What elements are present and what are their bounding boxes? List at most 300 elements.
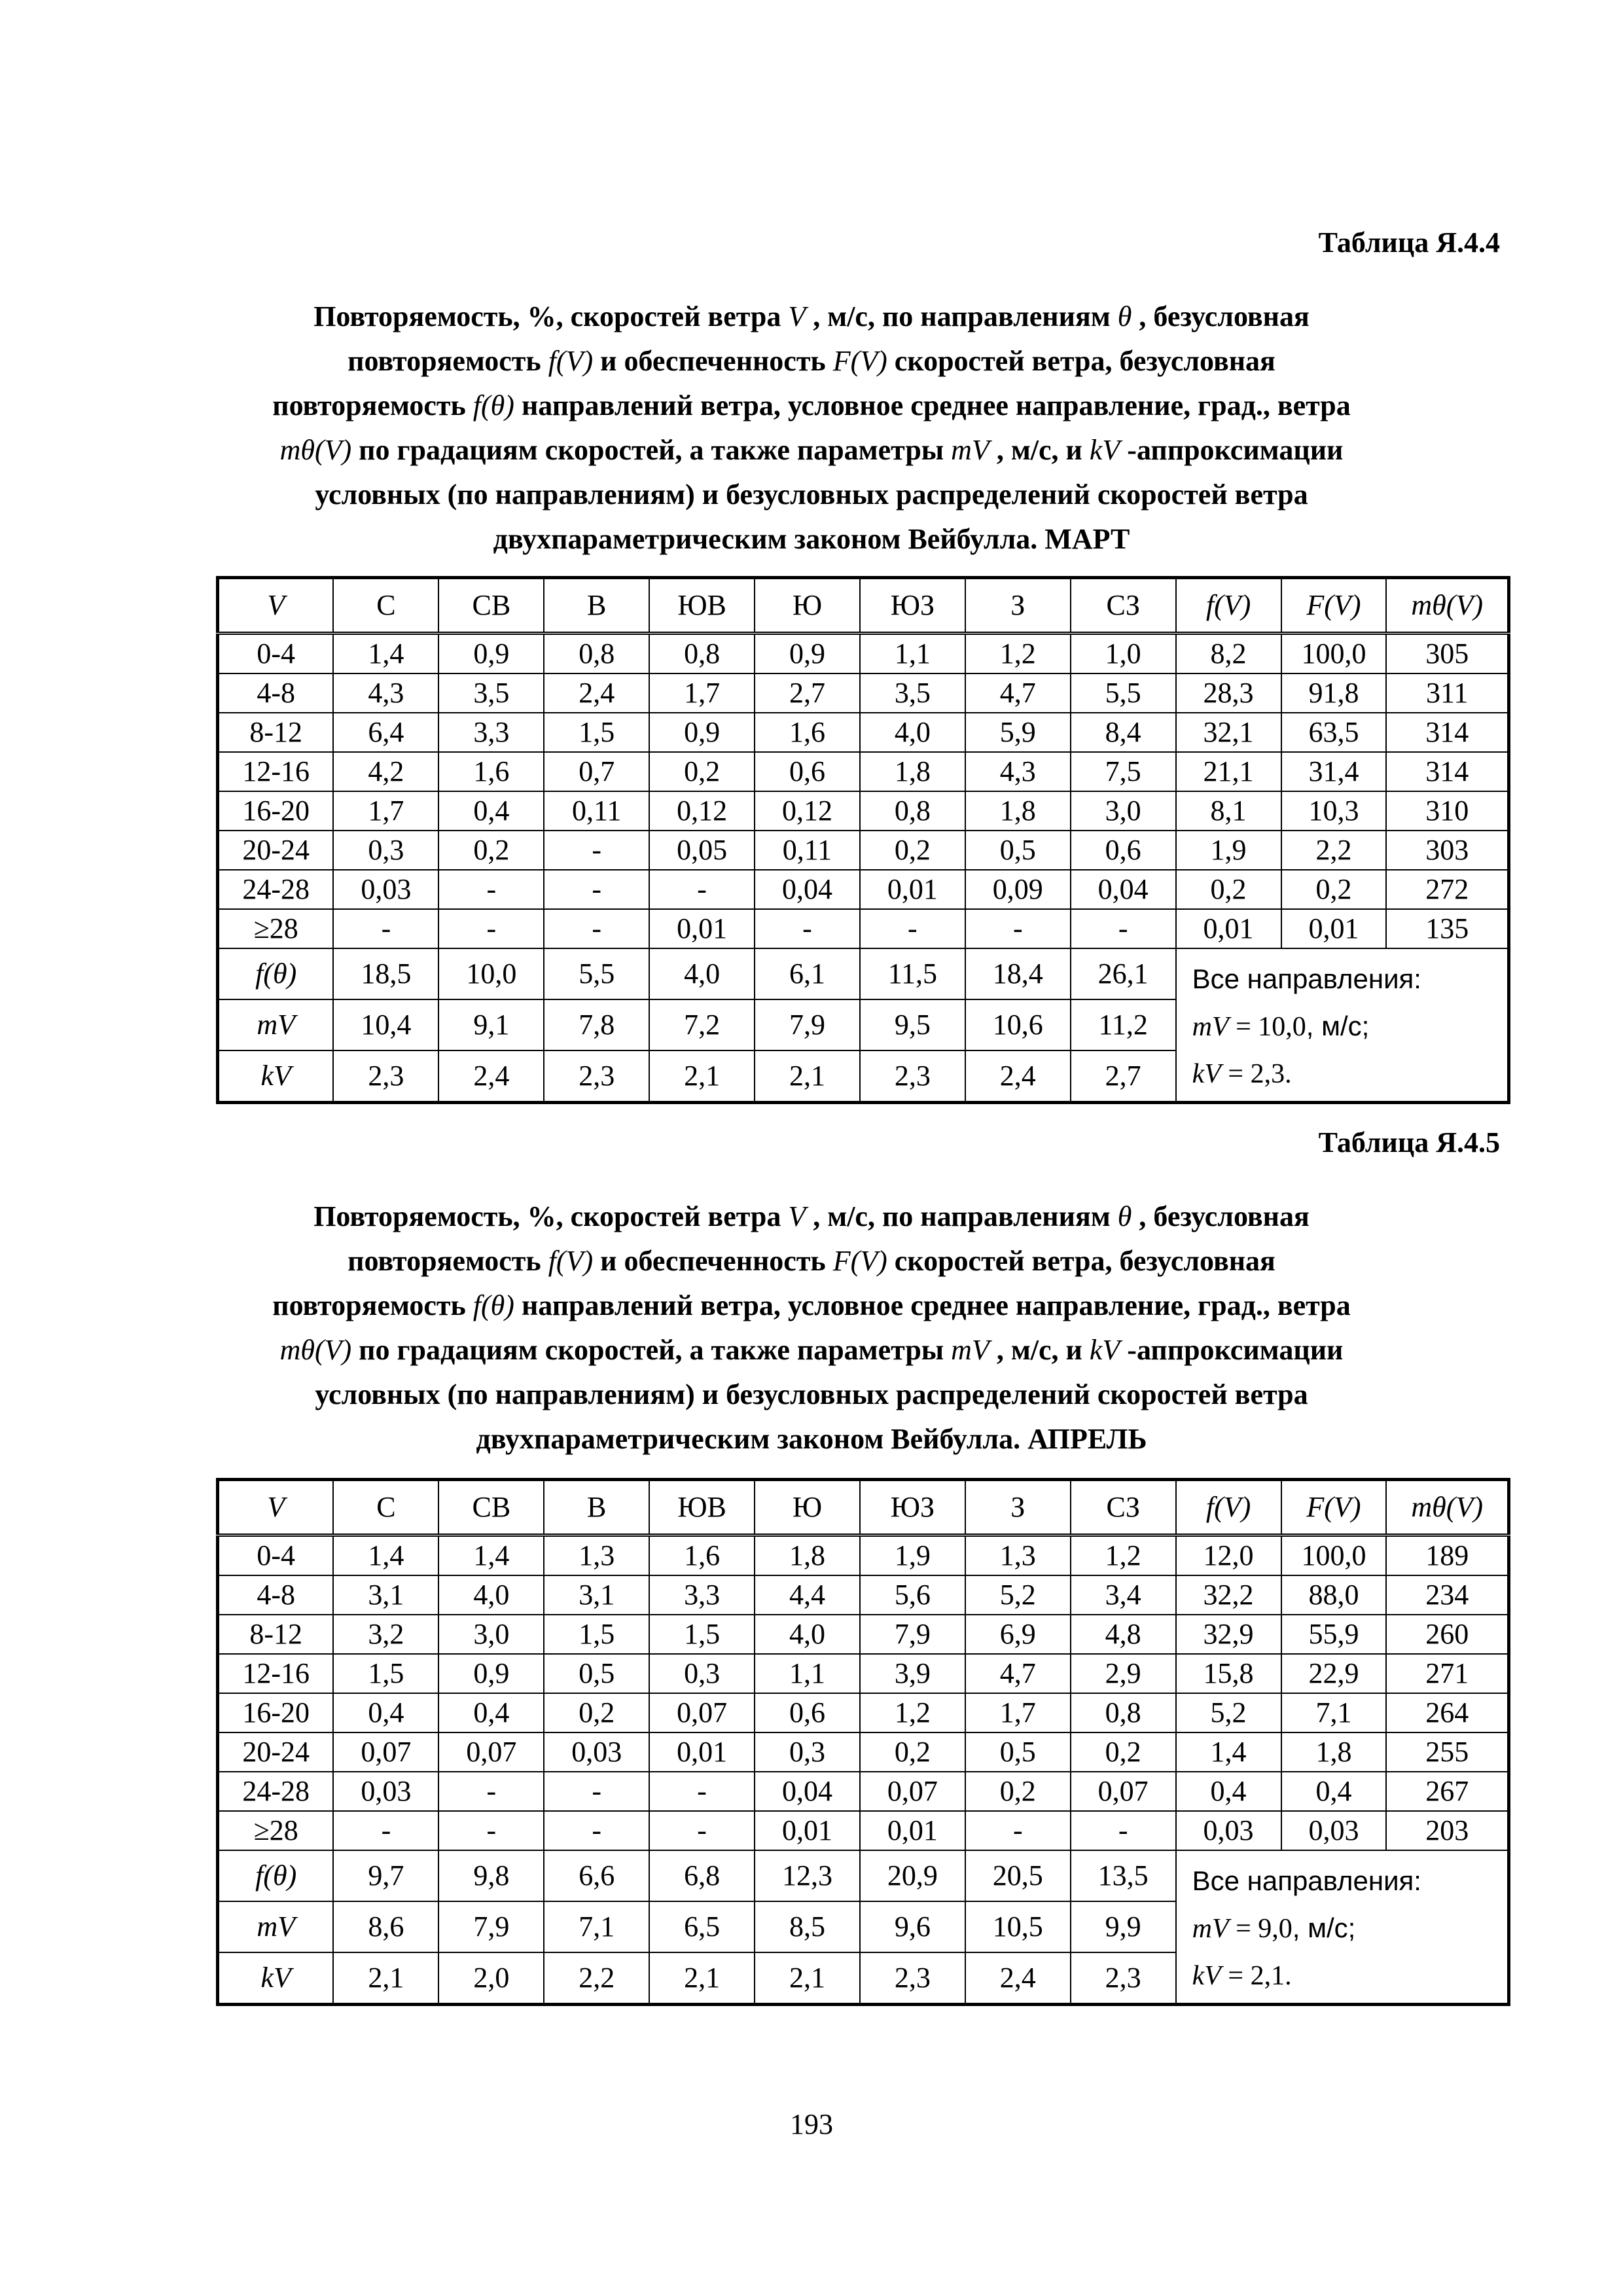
value-cell: 303 [1386,831,1508,870]
value-cell: 10,3 [1281,791,1387,831]
table-row [218,1732,1509,1772]
table-row [218,673,1509,713]
value-cell: 310 [1386,791,1508,831]
value-cell: - [544,831,649,870]
value-cell: 1,6 [438,752,544,791]
note-title: Все направления: [1192,963,1421,994]
value-cell: 0,2 [860,1732,965,1772]
value-cell: 6,8 [649,1850,755,1901]
speed-range-cell: ≥28 [218,1811,334,1850]
speed-range-cell: 24-28 [218,1772,334,1811]
table-row [218,791,1509,831]
value-cell: 5,2 [1176,1693,1281,1732]
value-cell: 0,03 [544,1732,649,1772]
speed-range-cell: 12-16 [218,1654,334,1693]
value-cell: 2,9 [1071,1654,1176,1693]
column-header: ЮЗ [860,578,965,634]
value-cell: 272 [1386,870,1508,909]
value-cell: 7,9 [860,1615,965,1654]
param-label: mV [218,1901,334,1952]
speed-range-cell: 16-20 [218,1693,334,1732]
value-cell: - [333,909,438,948]
value-cell: 3,9 [860,1654,965,1693]
column-header: В [544,578,649,634]
value-cell: 2,1 [755,1952,860,2005]
value-cell: 0,12 [649,791,755,831]
value-cell: 0,2 [1281,870,1387,909]
value-cell: 1,7 [649,673,755,713]
value-cell: 1,0 [1071,634,1176,674]
table-row [218,1654,1509,1693]
value-cell: 1,1 [755,1654,860,1693]
value-cell: 31,4 [1281,752,1387,791]
value-cell: 267 [1386,1772,1508,1811]
value-cell: 7,2 [649,999,755,1050]
value-cell: 2,3 [860,1952,965,2005]
value-cell: 0,5 [965,1732,1071,1772]
value-cell: 2,1 [649,1050,755,1103]
value-cell: - [1071,909,1176,948]
value-cell: 0,07 [333,1732,438,1772]
value-cell: 1,3 [544,1535,649,1576]
value-cell: 3,5 [860,673,965,713]
column-header: f(V) [1176,578,1281,634]
value-cell: 4,2 [333,752,438,791]
value-cell: 2,1 [755,1050,860,1103]
value-cell: 1,5 [333,1654,438,1693]
value-cell: 3,0 [438,1615,544,1654]
table-header-row [218,578,1509,634]
value-cell: 0,04 [1071,870,1176,909]
value-cell: 3,5 [438,673,544,713]
value-cell: 12,0 [1176,1535,1281,1576]
value-cell: 0,3 [333,831,438,870]
value-cell: 264 [1386,1693,1508,1732]
value-cell: 1,9 [860,1535,965,1576]
column-header: З [965,578,1071,634]
value-cell: 1,5 [649,1615,755,1654]
table-row [218,831,1509,870]
value-cell: 28,3 [1176,673,1281,713]
value-cell: 2,1 [649,1952,755,2005]
value-cell: - [649,1772,755,1811]
value-cell: - [965,909,1071,948]
table-row [218,752,1509,791]
column-header: ЮВ [649,1480,755,1535]
value-cell: 32,9 [1176,1615,1281,1654]
value-cell: 0,03 [333,870,438,909]
value-cell: 6,1 [755,948,860,999]
value-cell: 9,7 [333,1850,438,1901]
value-cell: 311 [1386,673,1508,713]
value-cell: 305 [1386,634,1508,674]
speed-range-cell: 12-16 [218,752,334,791]
value-cell: 1,4 [333,1535,438,1576]
param-label: f(θ) [218,1850,334,1901]
value-cell: 0,2 [544,1693,649,1732]
value-cell: 0,8 [544,634,649,674]
column-header: З [965,1480,1071,1535]
value-cell: 0,03 [1176,1811,1281,1850]
table-row [218,634,1509,674]
value-cell: 9,1 [438,999,544,1050]
value-cell: 11,5 [860,948,965,999]
param-row-f-theta [218,948,1509,999]
value-cell: 234 [1386,1575,1508,1615]
value-cell: 4,0 [438,1575,544,1615]
all-directions-note [1176,948,1509,1103]
table-caption: Повторяемость, %, скоростей ветра V , м/с, по направлениям θ , безусловная повторяемость f(V) и обеспеченность F(V) скоростей ветра, безусловная повторяемость f(θ) направлений ветра, условное среднее направление, град., ветра mθ(V) по градациям скоростей, а также параметры mV , м/с, и kV -аппроксимации условных (по направлениям) и безусловных распределений скоростей ветра двухпараметрическим законом Вейбулла. МАРТ [272,300,1351,555]
value-cell: - [860,909,965,948]
value-cell: 0,04 [755,870,860,909]
speed-range-cell: 4-8 [218,673,334,713]
value-cell: 0,01 [649,909,755,948]
speed-range-cell: 8-12 [218,713,334,752]
table-row [218,870,1509,909]
value-cell: 0,11 [755,831,860,870]
value-cell: 189 [1386,1535,1508,1576]
value-cell: 0,9 [438,634,544,674]
column-header: mθ(V) [1386,1480,1508,1535]
speed-range-cell: 24-28 [218,870,334,909]
value-cell: 1,8 [965,791,1071,831]
wind-table-april [216,1478,1510,2006]
value-cell: 3,1 [544,1575,649,1615]
value-cell: 32,2 [1176,1575,1281,1615]
table-header-row [218,1480,1509,1535]
value-cell: 3,3 [438,713,544,752]
param-label: kV [218,1050,334,1103]
speed-range-cell: 20-24 [218,1732,334,1772]
column-header: Ю [755,578,860,634]
value-cell: 0,8 [1071,1693,1176,1732]
all-directions-note [1176,1850,1509,2005]
value-cell: 10,6 [965,999,1071,1050]
value-cell: 3,0 [1071,791,1176,831]
value-cell: 0,9 [755,634,860,674]
value-cell: 88,0 [1281,1575,1387,1615]
speed-range-cell: 0-4 [218,634,334,674]
value-cell: 10,0 [438,948,544,999]
value-cell: 5,2 [965,1575,1071,1615]
value-cell: 2,3 [544,1050,649,1103]
value-cell: 4,3 [333,673,438,713]
value-cell: 8,6 [333,1901,438,1952]
note-title: Все направления: [1192,1865,1421,1896]
value-cell: 2,4 [965,1050,1071,1103]
value-cell: 2,4 [438,1050,544,1103]
column-header: Ю [755,1480,860,1535]
note-kv: kV = 2,1. [1192,1961,1292,1991]
value-cell: 1,7 [333,791,438,831]
value-cell: 0,2 [1071,1732,1176,1772]
value-cell: 55,9 [1281,1615,1387,1654]
value-cell: 10,4 [333,999,438,1050]
value-cell: 4,4 [755,1575,860,1615]
value-cell: - [544,870,649,909]
value-cell: 9,5 [860,999,965,1050]
value-cell: 5,5 [544,948,649,999]
value-cell: 0,11 [544,791,649,831]
table-row [218,1693,1509,1732]
value-cell: 91,8 [1281,673,1387,713]
note-kv: kV = 2,3. [1192,1059,1292,1089]
value-cell: 0,2 [649,752,755,791]
value-cell: 0,2 [438,831,544,870]
value-cell: 7,5 [1071,752,1176,791]
value-cell: 100,0 [1281,1535,1387,1576]
value-cell: - [438,1811,544,1850]
value-cell: 0,8 [860,791,965,831]
value-cell: 0,3 [649,1654,755,1693]
value-cell: 4,7 [965,673,1071,713]
value-cell: - [1071,1811,1176,1850]
value-cell: 12,3 [755,1850,860,1901]
value-cell: 10,5 [965,1901,1071,1952]
speed-range-cell: 16-20 [218,791,334,831]
value-cell: 0,07 [1071,1772,1176,1811]
value-cell: 1,5 [544,1615,649,1654]
value-cell: 21,1 [1176,752,1281,791]
column-header: С [333,578,438,634]
value-cell: 8,2 [1176,634,1281,674]
value-cell: 7,1 [544,1901,649,1952]
value-cell: 7,9 [755,999,860,1050]
value-cell: 0,01 [1176,909,1281,948]
value-cell: 314 [1386,713,1508,752]
column-header: С [333,1480,438,1535]
value-cell: 3,4 [1071,1575,1176,1615]
value-cell: 0,4 [333,1693,438,1732]
value-cell: 0,01 [860,1811,965,1850]
value-cell: 2,2 [1281,831,1387,870]
value-cell: 1,8 [860,752,965,791]
value-cell: 1,9 [1176,831,1281,870]
value-cell: 1,4 [1176,1732,1281,1772]
value-cell: 0,2 [1176,870,1281,909]
value-cell: 2,4 [544,673,649,713]
value-cell: - [544,1811,649,1850]
speed-range-cell: ≥28 [218,909,334,948]
column-header: V [218,1480,334,1535]
value-cell: 22,9 [1281,1654,1387,1693]
value-cell: 2,7 [1071,1050,1176,1103]
value-cell: 1,8 [755,1535,860,1576]
value-cell: 7,8 [544,999,649,1050]
value-cell: 20,5 [965,1850,1071,1901]
value-cell: - [438,1772,544,1811]
value-cell: 4,0 [649,948,755,999]
page-number: 193 [790,2108,833,2140]
value-cell: 6,6 [544,1850,649,1901]
value-cell: 203 [1386,1811,1508,1850]
value-cell: 8,5 [755,1901,860,1952]
value-cell: 1,3 [965,1535,1071,1576]
value-cell: - [965,1811,1071,1850]
note-mv: mV = 10,0, м/с; [1192,1011,1370,1042]
value-cell: 0,05 [649,831,755,870]
value-cell: 9,9 [1071,1901,1176,1952]
column-header: ЮЗ [860,1480,965,1535]
table-caption: Повторяемость, %, скоростей ветра V , м/с, по направлениям θ , безусловная повторяемость f(V) и обеспеченность F(V) скоростей ветра, безусловная повторяемость f(θ) направлений ветра, условное среднее направление, град., ветра mθ(V) по градациям скоростей, а также параметры mV , м/с, и kV -аппроксимации условных (по направлениям) и безусловных распределений скоростей ветра двухпараметрическим законом Вейбулла. АПРЕЛЬ [272,1200,1351,1455]
value-cell: 5,5 [1071,673,1176,713]
value-cell: 4,0 [755,1615,860,1654]
value-cell: 18,4 [965,948,1071,999]
value-cell: 0,5 [965,831,1071,870]
value-cell: 2,3 [1071,1952,1176,2005]
value-cell: - [649,1811,755,1850]
value-cell: - [438,870,544,909]
value-cell: 2,7 [755,673,860,713]
value-cell: 0,4 [1281,1772,1387,1811]
value-cell: 9,8 [438,1850,544,1901]
value-cell: 0,5 [544,1654,649,1693]
column-header: СВ [438,1480,544,1535]
param-row-f-theta [218,1850,1509,1901]
value-cell: 0,07 [438,1732,544,1772]
wind-table-march [216,576,1510,1104]
value-cell: - [438,909,544,948]
value-cell: 6,4 [333,713,438,752]
value-cell: 0,01 [860,870,965,909]
table-row [218,713,1509,752]
note-mv: mV = 9,0, м/с; [1192,1912,1356,1944]
table-row [218,1575,1509,1615]
value-cell: 1,6 [755,713,860,752]
value-cell: 3,2 [333,1615,438,1654]
value-cell: 0,12 [755,791,860,831]
table-row [218,1615,1509,1654]
value-cell: 0,6 [755,752,860,791]
value-cell: 0,03 [333,1772,438,1811]
table-row [218,1772,1509,1811]
value-cell: 0,07 [860,1772,965,1811]
column-header: В [544,1480,649,1535]
value-cell: 13,5 [1071,1850,1176,1901]
column-header: ЮВ [649,578,755,634]
speed-range-cell: 0-4 [218,1535,334,1576]
value-cell: 0,4 [1176,1772,1281,1811]
param-label: f(θ) [218,948,334,999]
column-header: СВ [438,578,544,634]
value-cell: 4,3 [965,752,1071,791]
value-cell: 1,4 [438,1535,544,1576]
value-cell: 4,7 [965,1654,1071,1693]
value-cell: 63,5 [1281,713,1387,752]
value-cell: 0,6 [755,1693,860,1732]
value-cell: 3,1 [333,1575,438,1615]
value-cell: 100,0 [1281,634,1387,674]
value-cell: 0,2 [860,831,965,870]
value-cell: 2,2 [544,1952,649,2005]
value-cell: 1,8 [1281,1732,1387,1772]
value-cell: 0,4 [438,791,544,831]
value-cell: 8,4 [1071,713,1176,752]
value-cell: 2,4 [965,1952,1071,2005]
value-cell: 20,9 [860,1850,965,1901]
value-cell: - [649,870,755,909]
value-cell: 2,3 [860,1050,965,1103]
value-cell: 4,8 [1071,1615,1176,1654]
value-cell: 1,5 [544,713,649,752]
value-cell: 7,1 [1281,1693,1387,1732]
value-cell: 2,0 [438,1952,544,2005]
speed-range-cell: 8-12 [218,1615,334,1654]
speed-range-cell: 20-24 [218,831,334,870]
value-cell: 1,2 [860,1693,965,1732]
column-header: F(V) [1281,1480,1387,1535]
value-cell: 255 [1386,1732,1508,1772]
value-cell: 5,6 [860,1575,965,1615]
value-cell: 9,6 [860,1901,965,1952]
column-header: mθ(V) [1386,578,1508,634]
value-cell: 0,07 [649,1693,755,1732]
speed-range-cell: 4-8 [218,1575,334,1615]
value-cell: 1,1 [860,634,965,674]
value-cell: 0,01 [1281,909,1387,948]
value-cell: - [544,909,649,948]
value-cell: 18,5 [333,948,438,999]
table-number: Таблица Я.4.5 [1318,1126,1500,1158]
value-cell: 6,9 [965,1615,1071,1654]
column-header: F(V) [1281,578,1387,634]
param-label: mV [218,999,334,1050]
value-cell: 7,9 [438,1901,544,1952]
value-cell: 26,1 [1071,948,1176,999]
value-cell: 1,2 [1071,1535,1176,1576]
table-row [218,909,1509,948]
value-cell: 0,04 [755,1772,860,1811]
value-cell: 0,6 [1071,831,1176,870]
value-cell: 15,8 [1176,1654,1281,1693]
value-cell: - [755,909,860,948]
table-row [218,1811,1509,1850]
column-header: СЗ [1071,578,1176,634]
table-number: Таблица Я.4.4 [1318,226,1500,259]
value-cell: 135 [1386,909,1508,948]
param-label: kV [218,1952,334,2005]
value-cell: 1,7 [965,1693,1071,1732]
value-cell: 0,03 [1281,1811,1387,1850]
value-cell: 32,1 [1176,713,1281,752]
value-cell: 1,6 [649,1535,755,1576]
value-cell: - [333,1811,438,1850]
value-cell: - [544,1772,649,1811]
value-cell: 271 [1386,1654,1508,1693]
value-cell: 0,01 [755,1811,860,1850]
value-cell: 0,7 [544,752,649,791]
column-header: V [218,578,334,634]
value-cell: 8,1 [1176,791,1281,831]
value-cell: 1,4 [333,634,438,674]
value-cell: 2,3 [333,1050,438,1103]
value-cell: 0,8 [649,634,755,674]
value-cell: 260 [1386,1615,1508,1654]
value-cell: 314 [1386,752,1508,791]
value-cell: 0,3 [755,1732,860,1772]
value-cell: 4,0 [860,713,965,752]
column-header: f(V) [1176,1480,1281,1535]
value-cell: 2,1 [333,1952,438,2005]
value-cell: 0,01 [649,1732,755,1772]
table-row [218,1535,1509,1576]
value-cell: 0,9 [649,713,755,752]
column-header: СЗ [1071,1480,1176,1535]
value-cell: 0,9 [438,1654,544,1693]
value-cell: 0,09 [965,870,1071,909]
value-cell: 1,2 [965,634,1071,674]
value-cell: 3,3 [649,1575,755,1615]
